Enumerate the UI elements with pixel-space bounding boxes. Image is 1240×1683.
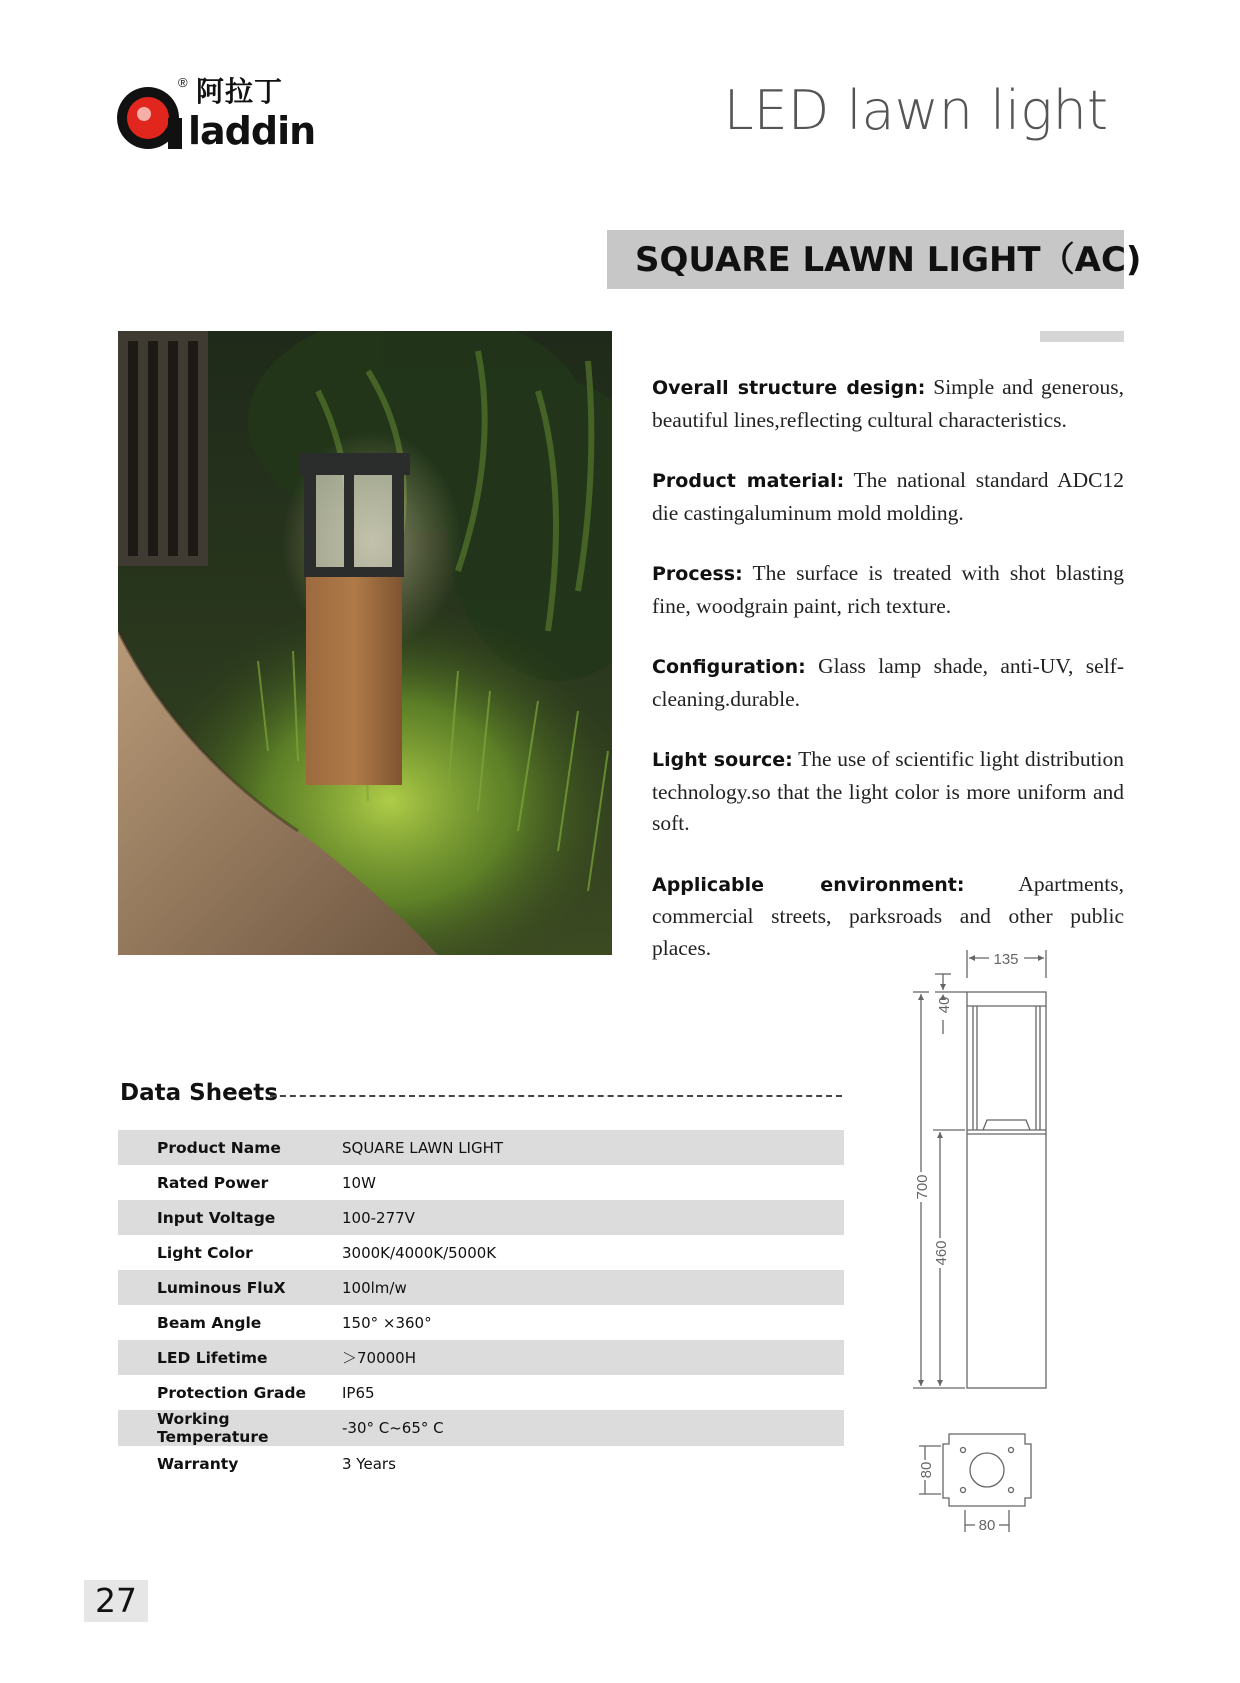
spec-key: Luminous FluX <box>118 1270 342 1305</box>
feature-label: Process: <box>652 563 743 585</box>
feature-structure <box>652 372 1124 436</box>
logo-chinese-name: 阿拉丁 <box>196 75 284 108</box>
feature-text: The surface is treated with shot blasting fine, woodgrain paint, rich texture. <box>652 561 1124 618</box>
feature-material <box>652 465 1124 529</box>
table-row <box>118 1235 844 1270</box>
spec-key: Light Color <box>157 1243 253 1262</box>
feature-label: Configuration: <box>652 656 806 678</box>
spec-key: Beam Angle <box>157 1313 262 1332</box>
page-number: 27 <box>95 1581 137 1620</box>
datasheet-heading: Data Sheets <box>120 1080 278 1106</box>
feature-text: Apartments, commercial streets, parksroads and other public places. <box>652 871 1124 960</box>
brand-logo <box>116 76 326 156</box>
category-title: LED lawn light <box>723 79 1108 142</box>
feature-text: Simple and generous, beautiful lines,reflecting cultural characteristics. <box>652 375 1124 432</box>
spec-value: 150° ×360° <box>342 1313 432 1332</box>
feature-text: The use of scientific light distribution technology.so that the light color is more uniform and soft. <box>652 747 1125 835</box>
feature-light-source <box>652 744 1124 840</box>
product-title: SQUARE LAWN LIGHT（AC) <box>635 240 1142 280</box>
spec-value: 10W <box>342 1173 376 1192</box>
feature-configuration <box>652 651 1124 715</box>
dim-post-height-label: 460 <box>933 1240 950 1266</box>
feature-process <box>652 558 1124 622</box>
heading-dashed-rule <box>270 1095 842 1097</box>
spec-table <box>118 1130 844 1481</box>
feature-label: Light source: <box>652 749 793 771</box>
table-row <box>118 1340 844 1375</box>
table-row <box>118 1305 844 1340</box>
spec-key: Product Name <box>118 1130 342 1165</box>
feature-list <box>652 372 1124 993</box>
spec-key: Protection Grade <box>157 1383 306 1402</box>
product-photo <box>118 331 612 955</box>
feature-label: Applicable environment: <box>652 873 965 896</box>
dimension-drawing <box>905 950 1085 1562</box>
feature-label: Product material: <box>652 470 845 492</box>
spec-value: -30° C~65° C <box>342 1410 844 1446</box>
table-row <box>118 1410 844 1446</box>
spec-value: SQUARE LAWN LIGHT <box>342 1130 844 1165</box>
spec-key: LED Lifetime <box>118 1340 342 1375</box>
page-number-box <box>84 1580 148 1622</box>
feature-text: Glass lamp shade, anti-UV, self-cleaning.durable. <box>652 654 1124 711</box>
dim-total-height-label: 700 <box>914 1174 931 1200</box>
feature-text: The national standard ADC12 die castingaluminum mold molding. <box>652 468 1124 525</box>
spec-key: Warranty <box>157 1454 239 1473</box>
table-row <box>118 1200 844 1235</box>
feature-label: Overall structure design: <box>652 377 926 399</box>
spec-key: Input Voltage <box>118 1200 342 1235</box>
spec-value: 3 Years <box>342 1454 396 1473</box>
logo-mark-icon <box>116 84 184 152</box>
dim-base-width-label: 80 <box>978 1517 996 1534</box>
table-row <box>118 1446 844 1481</box>
spec-key: Working Temperature <box>118 1410 342 1446</box>
dim-width-label: 135 <box>993 951 1019 968</box>
registered-mark: ® <box>178 75 188 90</box>
dim-head-height-label: 40 <box>936 996 953 1014</box>
spec-key: Rated Power <box>157 1173 269 1192</box>
table-row <box>118 1270 844 1305</box>
logo-wordmark: laddin <box>188 109 316 153</box>
spec-value: 100lm/w <box>342 1270 844 1305</box>
table-row <box>118 1165 844 1200</box>
technical-drawing <box>905 950 1085 1562</box>
product-title-banner <box>607 230 1142 289</box>
spec-value: 3000K/4000K/5000K <box>342 1243 497 1262</box>
accent-bar <box>1040 331 1124 342</box>
spec-value: 100-277V <box>342 1200 844 1235</box>
table-row <box>118 1375 844 1410</box>
dim-base-height-label: 80 <box>918 1461 935 1479</box>
table-row <box>118 1130 844 1165</box>
spec-value: IP65 <box>342 1383 375 1402</box>
lawn-light-scene-image <box>118 331 612 955</box>
spec-value: ＞70000H <box>342 1340 844 1375</box>
